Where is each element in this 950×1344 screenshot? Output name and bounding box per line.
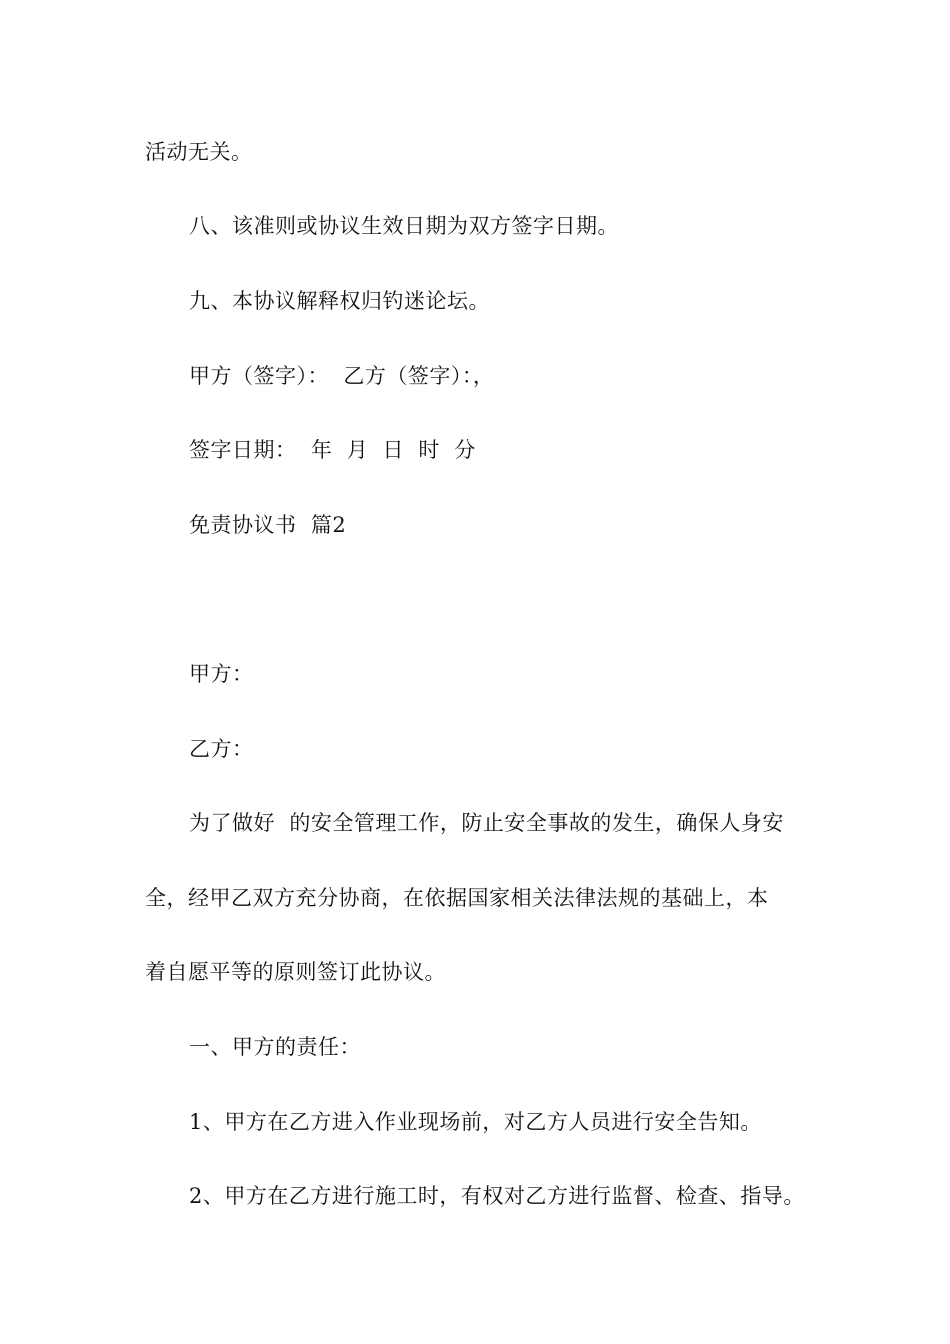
responsibility-item-1: 1、甲方在乙方进入作业现场前，对乙方人员进行安全告知。 xyxy=(189,1110,762,1134)
clause-nine: 九、本协议解释权归钓迷论坛。 xyxy=(189,289,490,313)
party-a-label: 甲方： xyxy=(189,662,254,686)
responsibility-item-2: 2、甲方在乙方进行施工时，有权对乙方进行监督、检查、指导。 xyxy=(189,1184,805,1208)
party-b-label: 乙方： xyxy=(189,737,254,761)
intro-paragraph-line-1: 为了做好 的安全管理工作，防止安全事故的发生，确保人身安 xyxy=(189,811,784,835)
text-line-continuation: 活动无关。 xyxy=(145,140,253,164)
intro-paragraph-line-3: 着自愿平等的原则签订此协议。 xyxy=(145,960,446,984)
clause-eight: 八、该准则或协议生效日期为双方签字日期。 xyxy=(189,214,619,238)
signature-date-line: 签字日期： 年 月 日 时 分 xyxy=(189,438,476,462)
section-heading: 免责协议书 篇2 xyxy=(189,513,347,537)
party-a-responsibility-heading: 一、甲方的责任： xyxy=(189,1035,361,1059)
signature-line: 甲方（签字）： 乙方（签字）：， xyxy=(189,364,495,388)
intro-paragraph-line-2: 全，经甲乙双方充分协商，在依据国家相关法律法规的基础上，本 xyxy=(145,886,769,910)
